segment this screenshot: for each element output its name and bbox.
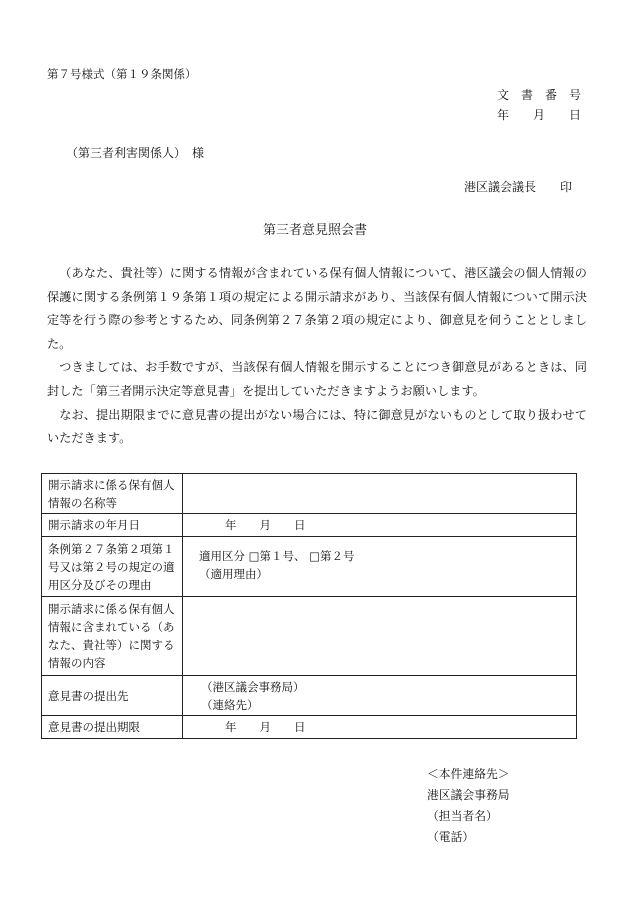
contact-person: （担当者名） xyxy=(427,809,498,823)
table-row xyxy=(42,597,577,676)
body-text xyxy=(47,262,587,451)
row-value xyxy=(183,474,577,514)
applicable-reason: （適用理由） xyxy=(199,567,268,581)
info-table xyxy=(41,473,577,739)
table-row xyxy=(42,474,577,514)
contact-phone: （電話） xyxy=(427,830,475,844)
request-date-value: 年 月 日 xyxy=(225,518,306,532)
table-row xyxy=(42,716,577,739)
form-number: 第７号様式（第１９条関係） xyxy=(47,67,197,81)
contact-heading: ＜本件連絡先＞ xyxy=(427,767,510,781)
table-row xyxy=(42,514,577,537)
submission-office: （港区議会事務局） xyxy=(201,679,305,694)
row-label: 開示請求の年月日 xyxy=(42,514,183,537)
sender: 港区議会議長 印 xyxy=(464,180,573,194)
row-value xyxy=(183,597,577,676)
paragraph: なお、提出期限までに意見書の提出がない場合には、特に御意見がないものとして取り扱わせていただきます。 xyxy=(47,407,587,446)
table-row xyxy=(42,676,577,716)
addressee: （第三者利害関係人） 様 xyxy=(66,146,205,160)
table-row xyxy=(42,537,577,597)
applicable-category: 適用区分 □第１号、 □第２号 xyxy=(199,549,355,563)
row-value xyxy=(183,537,577,597)
row-value xyxy=(183,716,577,739)
row-value xyxy=(183,676,577,716)
document-number: 文 書 番 号 xyxy=(497,88,582,102)
row-value xyxy=(183,514,577,537)
row-label: 開示請求に係る保有個人情報に含まれている（あなた、貴社等）に関する情報の内容 xyxy=(42,597,183,676)
row-label: 意見書の提出期限 xyxy=(42,716,183,739)
document-title: 第三者意見照会書 xyxy=(262,223,367,238)
contact-block xyxy=(427,764,510,848)
paragraph: つきましては、お手数ですが、当該保有個人情報を開示することにつき御意見があるときは、同封した「第三者開示決定等意見書」を提出していただきますようお願いします。 xyxy=(47,360,587,398)
contact-office: 港区議会事務局 xyxy=(427,788,510,802)
submission-contact: （連絡先） xyxy=(201,697,259,712)
row-label: 開示請求に係る保有個人情報の名称等 xyxy=(42,474,183,514)
document-date: 年 月 日 xyxy=(497,108,582,122)
row-label: 条例第２７条第２項第１号又は第２号の規定の適用区分及びその理由 xyxy=(42,537,183,597)
deadline-value: 年 月 日 xyxy=(225,720,306,734)
paragraph: （あなた、貴社等）に関する情報が含まれている保有個人情報について、港区議会の個人情報の保護に関する条例第１９条第１項の規定による開示請求があり、当該保有個人情報について開示決定等を行う際の参考とするため、同条例第２７条第２項の規定により、御意見を伺うこととしました。 xyxy=(47,266,587,351)
row-label: 意見書の提出先 xyxy=(42,676,183,716)
